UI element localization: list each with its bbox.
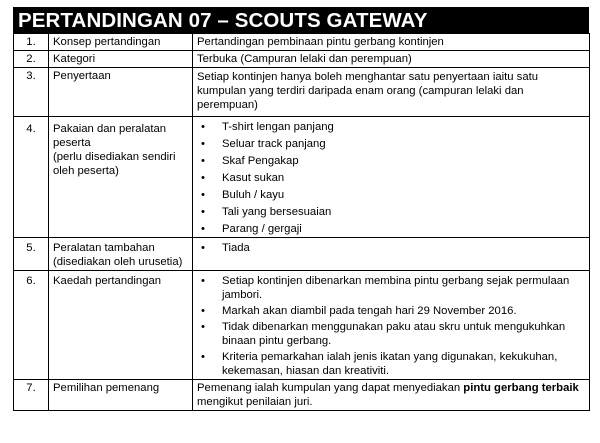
details-table [13,33,590,411]
list-item: • Kasut sukan [222,171,585,185]
row-text: Pertandingan pembinaan pintu gerbang kontinjen [193,34,590,51]
row-text: mengikut penilaian juri. [197,396,313,408]
row-label: Pemilihan pemenang [49,380,193,411]
list-item: • Setiap kontinjen dibenarkan membina pintu gerbang sejak permulaan jambori. [222,274,585,302]
row-number: 6. [14,271,49,380]
row-label: Kategori [49,51,193,68]
list-item: • Seluar track panjang [222,137,585,151]
table-row [14,68,590,117]
list-item: • Buluh / kayu [222,188,585,202]
list-item: • Tiada [222,241,585,255]
list-item: • T-shirt lengan panjang [222,120,585,134]
table-row [14,238,590,271]
row-label-cell [49,117,193,238]
row-text: Setiap kontinjen hanya boleh menghantar satu penyertaan iaitu satu kumpulan yang terdiri daripada enam orang (campuran lelaki dan perempuan) [193,68,590,117]
list-item: • Tali yang bersesuaian [222,205,585,219]
row-number: 5. [14,238,49,271]
row-label: Konsep pertandingan [49,34,193,51]
row-number: 4. [14,117,49,238]
row-label: Penyertaan [49,68,193,117]
row-label: Kaedah pertandingan [49,271,193,380]
row-number: 1. [14,34,49,51]
row-label-cell [49,238,193,271]
table-row [14,51,590,68]
list-item: • Parang / gergaji [222,222,585,236]
table-row [14,34,590,51]
row-text: Terbuka (Campuran lelaki dan perempuan) [193,51,590,68]
table-row [14,271,590,380]
row-number: 2. [14,51,49,68]
list-item: • Skaf Pengakap [222,154,585,168]
row-number: 7. [14,380,49,411]
extra-equipment-list [197,241,585,255]
row-sublabel: (disediakan oleh urusetia) [53,256,183,268]
list-item: • Kriteria pemarkahan ialah jenis ikatan yang digunakan, kekukuhan, kekemasan, hiasan dan kreativiti. [222,350,585,378]
row-text-emphasis: pintu gerbang terbaik [463,382,579,394]
row-label: Peralatan tambahan [53,242,155,254]
row-list-cell [193,271,590,380]
row-number: 3. [14,68,49,117]
row-list-cell [193,238,590,271]
list-item: • Tidak dibenarkan menggunakan paku atau skru untuk mengukuhkan binaan pintu gerbang. [222,320,585,348]
list-item: • Markah akan diambil pada tengah hari 29 November 2016. [222,304,585,318]
gear-list [197,120,585,236]
row-sublabel: (perlu disediakan sendiri oleh peserta) [53,151,176,177]
table-row [14,117,590,238]
row-text: Pemenang ialah kumpulan yang dapat menyediakan [197,382,464,394]
competition-sheet [13,7,589,411]
table-row [14,380,590,411]
row-text-cell [193,380,590,411]
page-title: PERTANDINGAN 07 – SCOUTS GATEWAY [13,7,589,33]
row-list-cell [193,117,590,238]
row-label: Pakaian dan peralatan peserta [53,123,167,149]
method-list [197,274,585,378]
